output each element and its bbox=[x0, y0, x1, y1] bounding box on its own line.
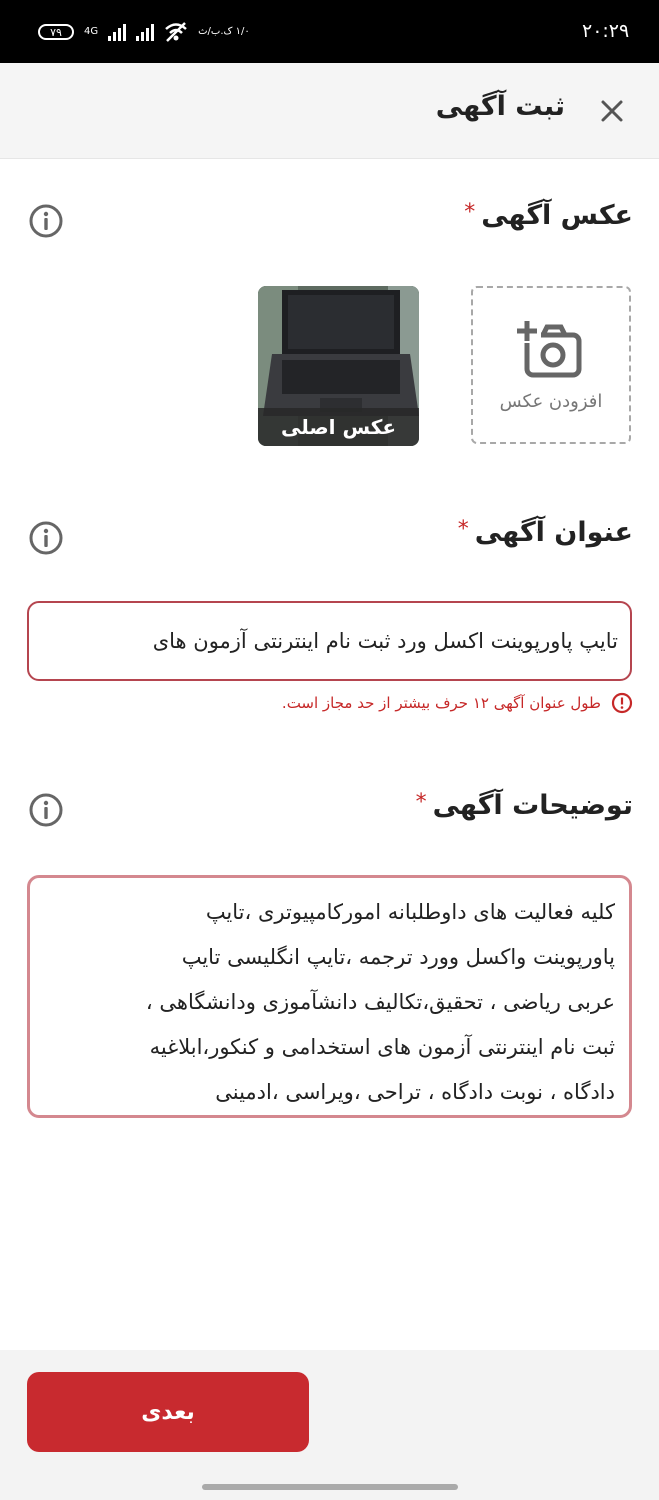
description-section-title bbox=[416, 790, 633, 821]
title-title-text: عنوان آگهی bbox=[474, 517, 633, 548]
network-speed: ۱/۰ ک.ب/ث bbox=[198, 26, 250, 37]
required-mark: * bbox=[415, 790, 427, 815]
network-type: 4G bbox=[84, 26, 99, 37]
next-button[interactable]: بعدی bbox=[27, 1372, 309, 1452]
signal-icon bbox=[108, 23, 126, 41]
signal-icon-2 bbox=[136, 23, 154, 41]
required-mark: * bbox=[464, 200, 476, 225]
clock: ۲۰:۲۹ bbox=[582, 20, 630, 42]
status-bar bbox=[0, 0, 659, 63]
title-section-title bbox=[458, 517, 633, 548]
description-title-text: توضیحات آگهی bbox=[432, 790, 633, 821]
main-photo-label: عکس اصلی bbox=[258, 408, 419, 446]
error-text: طول عنوان آگهی ۱۲ حرف بیشتر از حد مجاز است. bbox=[281, 694, 601, 712]
info-icon[interactable] bbox=[28, 520, 64, 556]
battery-icon bbox=[38, 24, 74, 40]
description-line: دادگاه ، نوبت دادگاه ، تراحی ،ویراسی ،ادمینی bbox=[215, 1080, 615, 1104]
photo-title-text: عکس آگهی bbox=[481, 200, 633, 231]
page-title: ثبت آگهی bbox=[435, 91, 565, 122]
photo-section-title bbox=[464, 200, 633, 231]
description-line: کلیه فعالیت های داوطلبانه امورکامپیوتری ،تایپ bbox=[205, 900, 615, 924]
description-textarea[interactable] bbox=[27, 875, 632, 1118]
add-photo-label: افزودن عکس bbox=[499, 390, 603, 412]
status-icons bbox=[38, 22, 250, 42]
app-bar bbox=[0, 63, 659, 159]
close-button[interactable] bbox=[592, 91, 632, 131]
title-input-value: تایپ پاورپوینت اکسل ورد ثبت نام اینترنتی آزمون های bbox=[152, 629, 618, 653]
description-line: عربی ریاضی ، تحقیق،تکالیف دانشآموزی ودانشگاهی ، bbox=[145, 990, 615, 1014]
gesture-nav-bar[interactable] bbox=[202, 1484, 458, 1490]
required-mark: * bbox=[457, 517, 469, 542]
title-error bbox=[282, 692, 633, 714]
add-camera-icon bbox=[517, 319, 585, 379]
description-line: ثبت نام اینترنتی آزمون های استخدامی و کنکور،ابلاغیه bbox=[149, 1035, 615, 1059]
error-icon bbox=[611, 692, 633, 714]
main-photo-thumbnail[interactable] bbox=[258, 286, 419, 446]
info-icon[interactable] bbox=[28, 203, 64, 239]
wifi-off-icon bbox=[164, 22, 188, 42]
description-line: پاورپوینت واکسل وورد ترجمه ،تایپ انگلیسی تایپ bbox=[181, 945, 615, 969]
add-photo-button[interactable] bbox=[471, 286, 631, 444]
info-icon[interactable] bbox=[28, 792, 64, 828]
title-input[interactable] bbox=[27, 601, 632, 681]
battery-level: ۷۹ bbox=[50, 25, 62, 39]
close-icon bbox=[600, 99, 624, 123]
